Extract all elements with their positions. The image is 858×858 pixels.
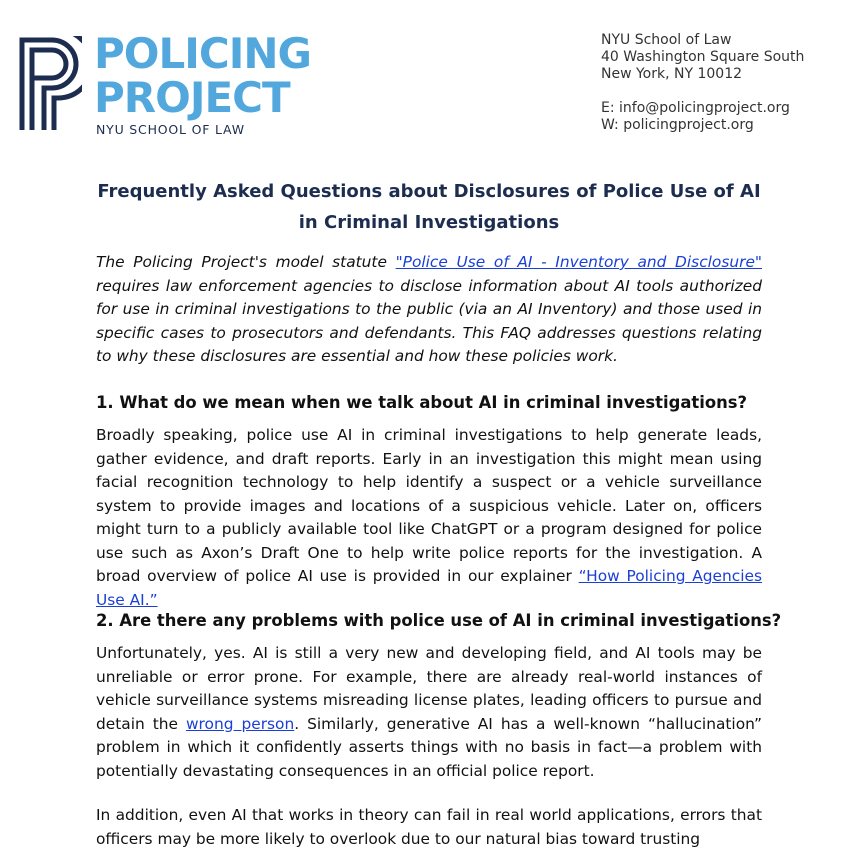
model-statute-link[interactable]: "Police Use of AI - Inventory and Disclosure" bbox=[395, 253, 762, 271]
answer-2-text-1: Unfortunately, yes. AI is still a very new and developing field, and AI tools may be unreliable or error prone. For example, there are already real-world instances of vehicle surveillance systems misreading license plates, leading officers to pursue and detain the bbox=[96, 644, 762, 733]
explainer-link[interactable]: “How Policing Agencies Use AI.” bbox=[96, 567, 763, 609]
address-line-3: New York, NY 10012 bbox=[601, 66, 743, 82]
logo-line-1: POLICING bbox=[94, 29, 311, 78]
address-line-2: 40 Washington Square South bbox=[601, 49, 805, 65]
contact-email: E: info@policingproject.org bbox=[601, 100, 790, 116]
contact-address bbox=[601, 32, 804, 134]
intro-text-1: The Policing Project's model statute bbox=[96, 253, 396, 271]
policing-project-logo bbox=[18, 29, 318, 137]
intro-paragraph bbox=[96, 251, 762, 369]
title-line-2: in Criminal Investigations bbox=[298, 212, 560, 233]
logo-line-2: PROJECT bbox=[94, 73, 290, 122]
title-line-1: Frequently Asked Questions about Disclosures of Police Use of AI bbox=[97, 181, 761, 202]
intro-text-2: requires law enforcement agencies to disclose information about AI tools authorized for use in criminal investigations to the public (via an AI Inventory) and those used in specific cases to prosecutors and defendants. This FAQ addresses questions relating to why these disclosures are essential and how these policies work. bbox=[96, 276, 762, 365]
answer-1-text: Broadly speaking, police use AI in criminal investigations to help generate leads, gather evidence, and draft reports. Early in an investigation this might mean using facial recognition technology to help identify a suspect or a vehicle surveillance system to provide images and locations of a suspicious vehicle. Later on, officers might turn to a publicly available tool like ChatGPT or a program designed for police use such as Axon’s Draft One to help write police reports for the investigation. A broad overview of police AI use is provided in our explainer bbox=[96, 426, 762, 585]
answer-2-paragraph bbox=[96, 642, 762, 783]
answer-2-paragraph-2: In addition, even AI that works in theory can fail in real world applications, errors that officers may be more likely to overlook due to our natural bias toward trusting bbox=[96, 806, 762, 848]
wrong-person-link[interactable]: wrong person bbox=[185, 714, 295, 733]
answer-2-text-2: . Similarly, generative AI has a well-known “hallucination” problem in which it confidently asserts things with no basis in fact—a problem with potentially devastating consequences in an official police report. bbox=[96, 714, 762, 780]
address-line-1: NYU School of Law bbox=[601, 32, 732, 48]
answer-1-paragraph bbox=[96, 424, 762, 612]
question-2-heading: 2. Are there any problems with police use of AI in criminal investigations? bbox=[96, 611, 782, 630]
logo-subtitle: NYU SCHOOL OF LAW bbox=[96, 122, 245, 137]
contact-website: W: policingproject.org bbox=[601, 117, 754, 133]
document-title bbox=[60, 176, 798, 238]
logo-wordmark bbox=[94, 29, 311, 137]
pp-monogram-icon bbox=[18, 36, 82, 132]
question-1-heading: 1. What do we mean when we talk about AI in criminal investigations? bbox=[96, 393, 748, 412]
